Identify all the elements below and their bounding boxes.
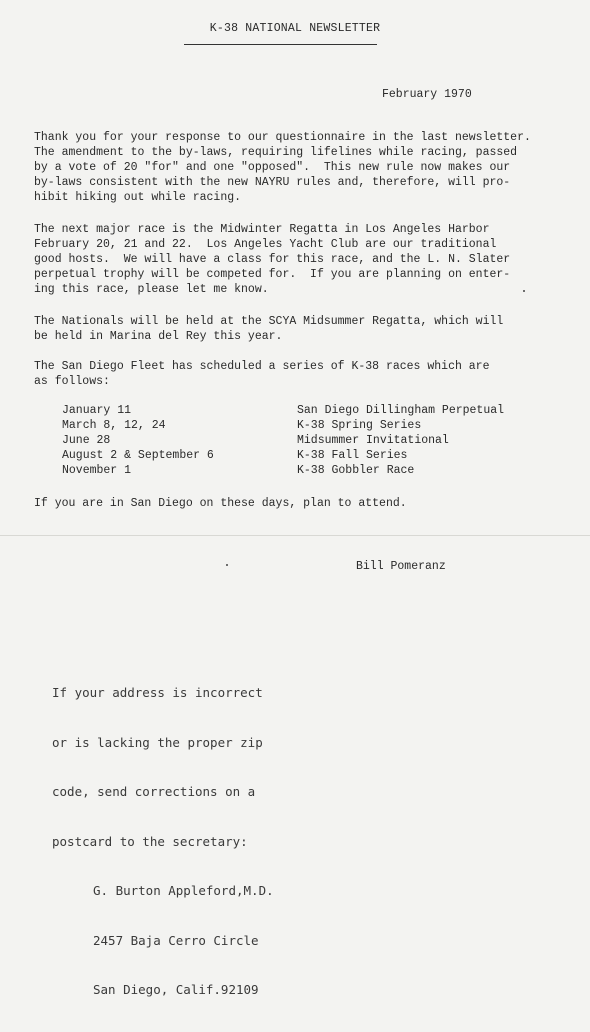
schedule-date: June 28 <box>62 434 111 447</box>
signature: Bill Pomeranz <box>356 560 446 573</box>
newsletter-title: K-38 NATIONAL NEWSLETTER <box>209 22 381 35</box>
note-line: or is lacking the proper zip <box>52 734 263 750</box>
schedule-event: K-38 Spring Series <box>297 419 422 432</box>
schedule-date: March 8, 12, 24 <box>62 419 166 432</box>
schedule-event: K-38 Fall Series <box>297 449 408 462</box>
ink-speck <box>226 564 228 566</box>
note-line: code, send corrections on a <box>52 784 256 799</box>
schedule-date: August 2 & September 6 <box>62 449 214 462</box>
schedule-date: November 1 <box>62 464 132 477</box>
closing-line: If you are in San Diego on these days, plan to attend. <box>34 497 407 510</box>
recipient-city: San Diego, Calif.92109 <box>93 982 259 997</box>
paragraph-san-diego-fleet: The San Diego Fleet has scheduled a series of K-38 races which are as follows: <box>34 360 490 388</box>
note-line: If your address is incorrect <box>52 685 263 700</box>
schedule-events <box>297 403 504 478</box>
newsletter-date: February 1970 <box>382 88 472 101</box>
paragraph-questionnaire: Thank you for your response to our questionnaire in the last newsletter. The amendment to the by-laws, requiring lifelines while racing, passed by a vote of 20 "for" and one "opposed". This new rule now makes our by-laws consistent with the new NAYRU rules and, therefore, will pro- hibit hiking out while racing. <box>34 131 531 204</box>
ink-speck <box>523 290 525 292</box>
schedule-event: K-38 Gobbler Race <box>297 464 415 477</box>
recipient-name: G. Burton Appleford,M.D. <box>93 883 274 898</box>
recipient-street: 2457 Baja Cerro Circle <box>93 932 259 948</box>
title-underline <box>184 44 377 45</box>
schedule-event: Midsummer Invitational <box>297 434 449 447</box>
paragraph-nationals: The Nationals will be held at the SCYA Midsummer Regatta, which will be held in Marina del Rey this year. <box>34 315 504 343</box>
note-line: postcard to the secretary: <box>52 833 248 849</box>
page-fold-line <box>0 535 590 536</box>
paragraph-midwinter-regatta: The next major race is the Midwinter Regatta in Los Angeles Harbor February 20, 21 and 22. Los Angeles Yacht Club are our traditional good hosts. We will have a class for this race, and the L. N. Slater perpetual trophy will be competed for. If you are planning on enter- ing this race, please let me know. <box>34 223 511 296</box>
schedule-dates <box>62 403 214 478</box>
schedule-event: San Diego Dillingham Perpetual <box>297 404 505 417</box>
schedule-date: January 11 <box>62 404 132 417</box>
address-correction-note <box>52 652 274 1032</box>
